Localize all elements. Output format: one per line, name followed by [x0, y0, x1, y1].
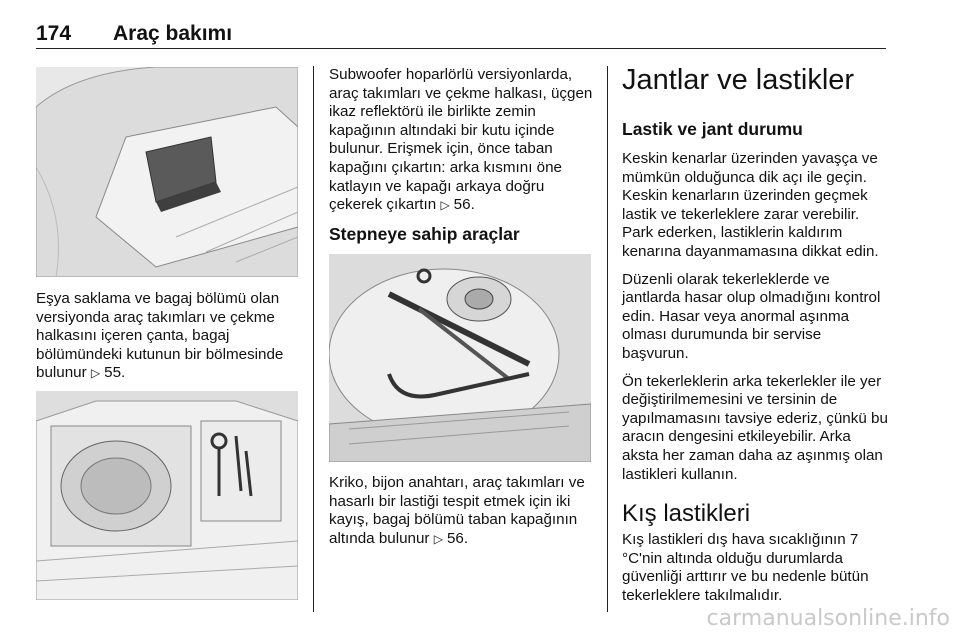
wheels-tyres-heading: Jantlar ve lastikler	[622, 64, 855, 96]
intro-paragraph	[329, 66, 594, 215]
page-number: 174	[36, 22, 72, 45]
winter-tyres-heading: Kış lastikleri	[622, 500, 751, 527]
subwoofer-tool-box-image	[36, 391, 298, 600]
tyre-condition-heading: Lastik ve jant durumu	[622, 119, 803, 139]
watermark-text: carmanualsonline.info	[706, 606, 950, 631]
section-title: Araç bakımı	[113, 22, 233, 45]
paragraph-3: Ön tekerleklerin arka tekerlekler ile yer değiştirilmemesini ve tersinin de yapılmamasını tavsiye ederiz, çünkü bu aracın dengesini etkileyebilir. Arka aksta her zaman daha az aşınmış olan lastikleri kullanın.	[622, 372, 888, 483]
paragraph-2: Düzenli olarak tekerleklerde ve jantlarda hasar olup olmadığını kontrol edin. Hasar veya anormal aşınma olması durumunda bir servise başvurun.	[622, 270, 881, 362]
caption-1-text: Eşya saklama ve bagaj bölümü olan versiyonda araç takımları ve çekme halkasını içeren çanta, bagaj bölümündeki kutunun bir bölmesinde bulunur	[36, 290, 284, 382]
spare-wheel-tools-image	[329, 254, 591, 462]
trunk-storage-image	[36, 67, 298, 277]
column-divider-2	[607, 66, 608, 612]
winter-tyres-text: Kış lastikleri dış hava sıcaklığının 7 °C'nin altında olduğu durumlarda güvenliği arttırır ve bu nedenle bütün tekerleklere takılmalıdır.	[622, 531, 869, 604]
intro-text: Subwoofer hoparlörlü versiyonlarda, araç takımları ve çekme halkası, üçgen ikaz reflektörü ile birlikte zemin kapağının altındaki bir kutu içinde bulunur. Erişmek için, önce taban kapağını çıkartın: arka kısmını öne katlayın ve kapağı arkaya doğru çekerek çıkartın	[329, 66, 593, 214]
tyre-condition-text	[622, 150, 888, 493]
caption-1	[36, 290, 300, 383]
spare-wheel-heading: Stepneye sahip araçlar	[329, 224, 520, 244]
caption-2	[329, 474, 595, 548]
caption-2-text: Kriko, bijon anahtarı, araç takımları ve hasarlı bir lastiği tespit etmek için iki kayış, bagaj bölümü taban kapağının altında bulunur	[329, 474, 585, 547]
column-divider-1	[313, 66, 314, 612]
page-ref-56-a[interactable]: ▷ 56.	[440, 196, 474, 213]
header-rule	[36, 48, 886, 49]
page-ref-56-b[interactable]: ▷ 56.	[434, 530, 468, 547]
page-ref-55[interactable]: ▷ 55.	[91, 364, 125, 381]
paragraph-1: Keskin kenarlar üzerinden yavaşça ve mümkün olduğunca dik açı ile geçin. Keskin kenarların üzerinden geçmek lastik ve tekerleklere zarar verebilir. Park ederken, lastiklerin kaldırım kenarına dayanmamasına dikkat edin.	[622, 150, 879, 260]
